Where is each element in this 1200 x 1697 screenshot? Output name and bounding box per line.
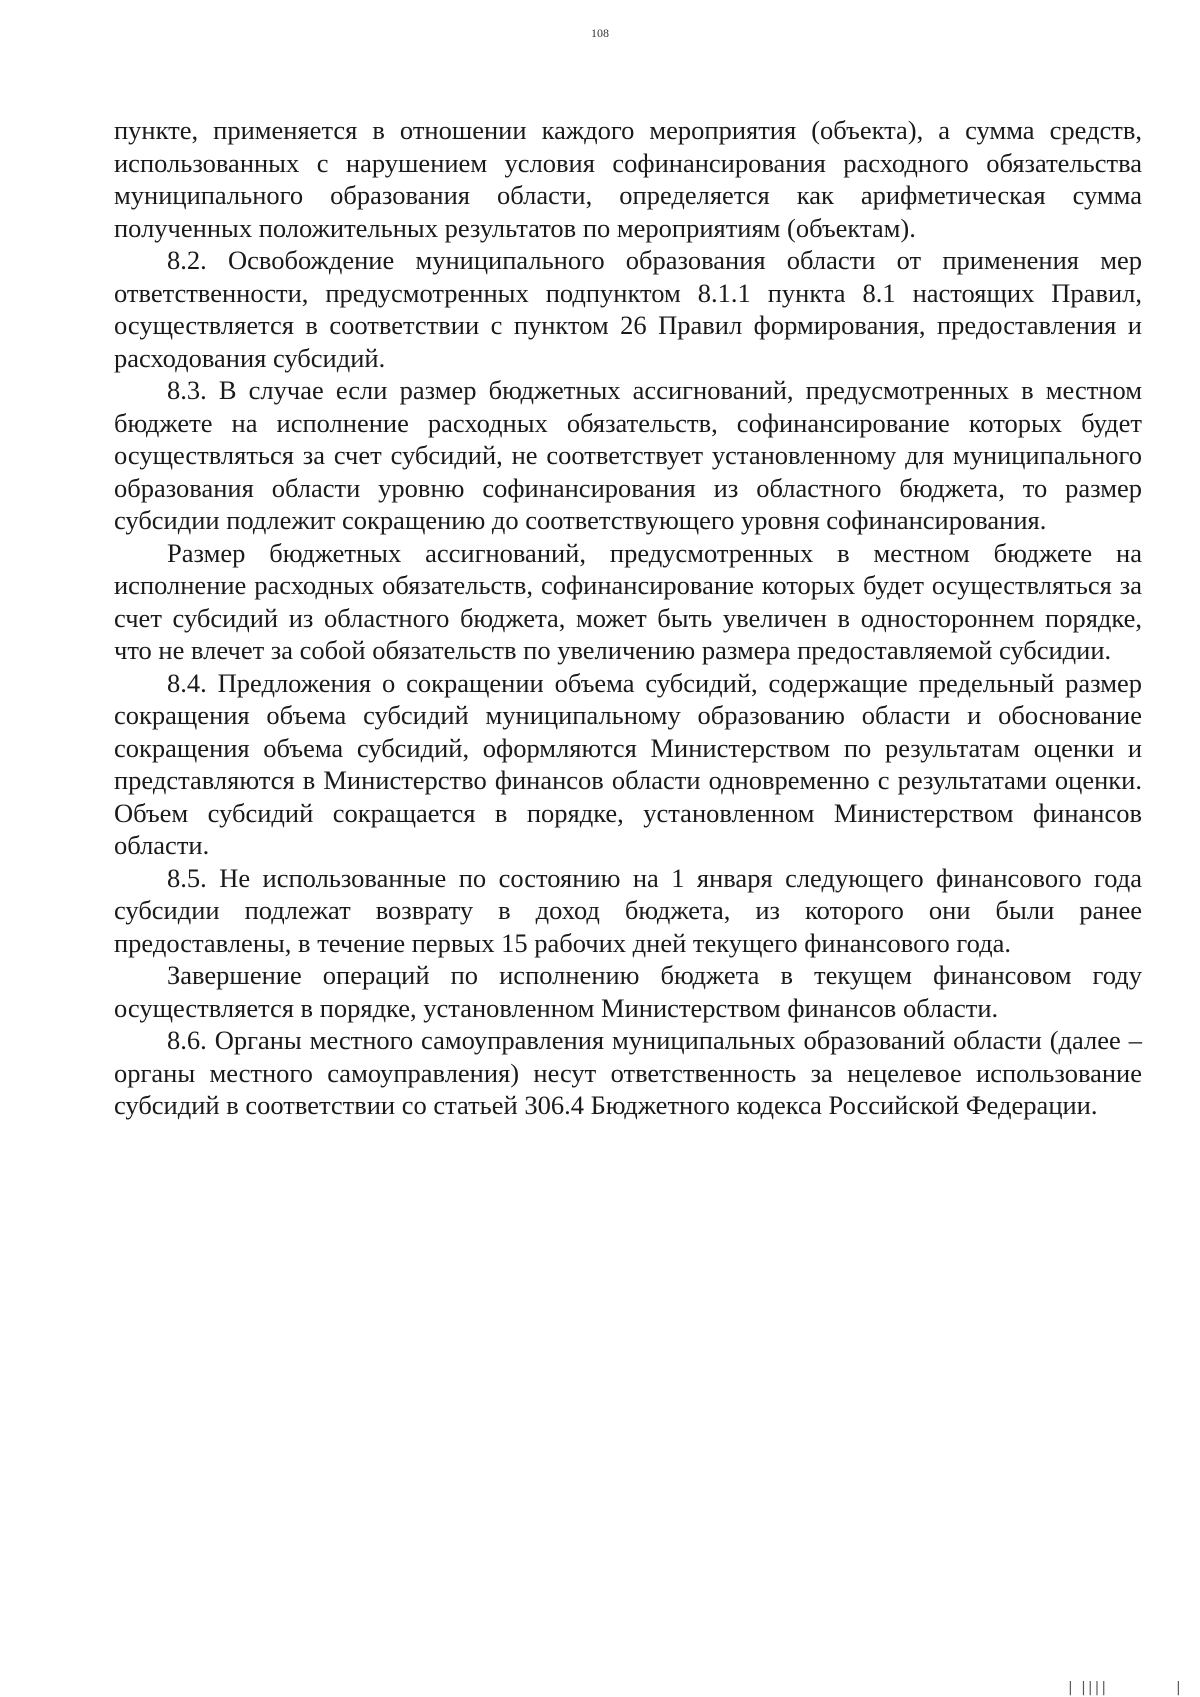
paragraph-8-6: 8.6. Органы местного самоуправления муниципальных образований области (далее – органы местного самоуправления) несут ответственность за нецелевое использование субсидий в соответствии со статьей 306.4 Бюджетного кодекса Российской Федерации.: [114, 1025, 1142, 1120]
paragraph-8-5: 8.5. Не использованные по состоянию на 1 января следующего финансового года субсидии подлежат возврату в доход бюджета, из которого они были ранее предоставлены, в течение первых 15 рабочих дней текущего финансового года.: [114, 862, 1142, 958]
scan-marks: | ||||: [1068, 1680, 1109, 1696]
paragraph-8-1-continuation: пункте, применяется в отношении каждого мероприятия (объекта), а сумма средств, использованных с нарушением условия софинансирования расходного обязательства муниципального образования области, определяется как арифметическая сумма полученных положительных результатов по мероприятиям (объектам).: [114, 115, 1142, 243]
paragraph-8-4: 8.4. Предложения о сокращении объема субсидий, содержащие предельный размер сокращения объема субсидий муниципальному образованию области и обоснование сокращения объема субсидий, оформляются Министерством по результатам оценки и представляются в Министерство финансов области одновременно с результатами оценки. Объем субсидий сокращается в порядке, установленном Министерством финансов области.: [114, 667, 1142, 860]
scan-mark-right: |: [1176, 1680, 1181, 1696]
page-number: 108: [591, 26, 609, 40]
document-body: [114, 114, 1142, 1122]
paragraph-8-5-completion: Завершение операций по исполнению бюджета в текущем финансовом году осуществляется в порядке, установленном Министерством финансов области.: [114, 960, 1142, 1023]
paragraph-8-3: 8.3. В случае если размер бюджетных ассигнований, предусмотренных в местном бюджете на исполнение расходных обязательств, софинансирование которых будет осуществляться за счет субсидий, не соответствует установленному для муниципального образования области уровню софинансирования из областного бюджета, то размер субсидии подлежит сокращению до соответствующего уровня софинансирования.: [114, 375, 1142, 535]
paragraph-8-2: 8.2. Освобождение муниципального образования области от применения мер ответственности, предусмотренных подпунктом 8.1.1 пункта 8.1 настоящих Правил, осуществляется в соответствии с пунктом 26 Правил формирования, предоставления и расходования субсидий.: [114, 245, 1142, 373]
paragraph-8-3-budget-increase: Размер бюджетных ассигнований, предусмотренных в местном бюджете на исполнение расходных обязательств, софинансирование которых будет осуществляться за счет субсидий из областного бюджета, может быть увеличен в одностороннем порядке, что не влечет за собой обязательств по увеличению размера предоставляемой субсидии.: [114, 537, 1142, 665]
